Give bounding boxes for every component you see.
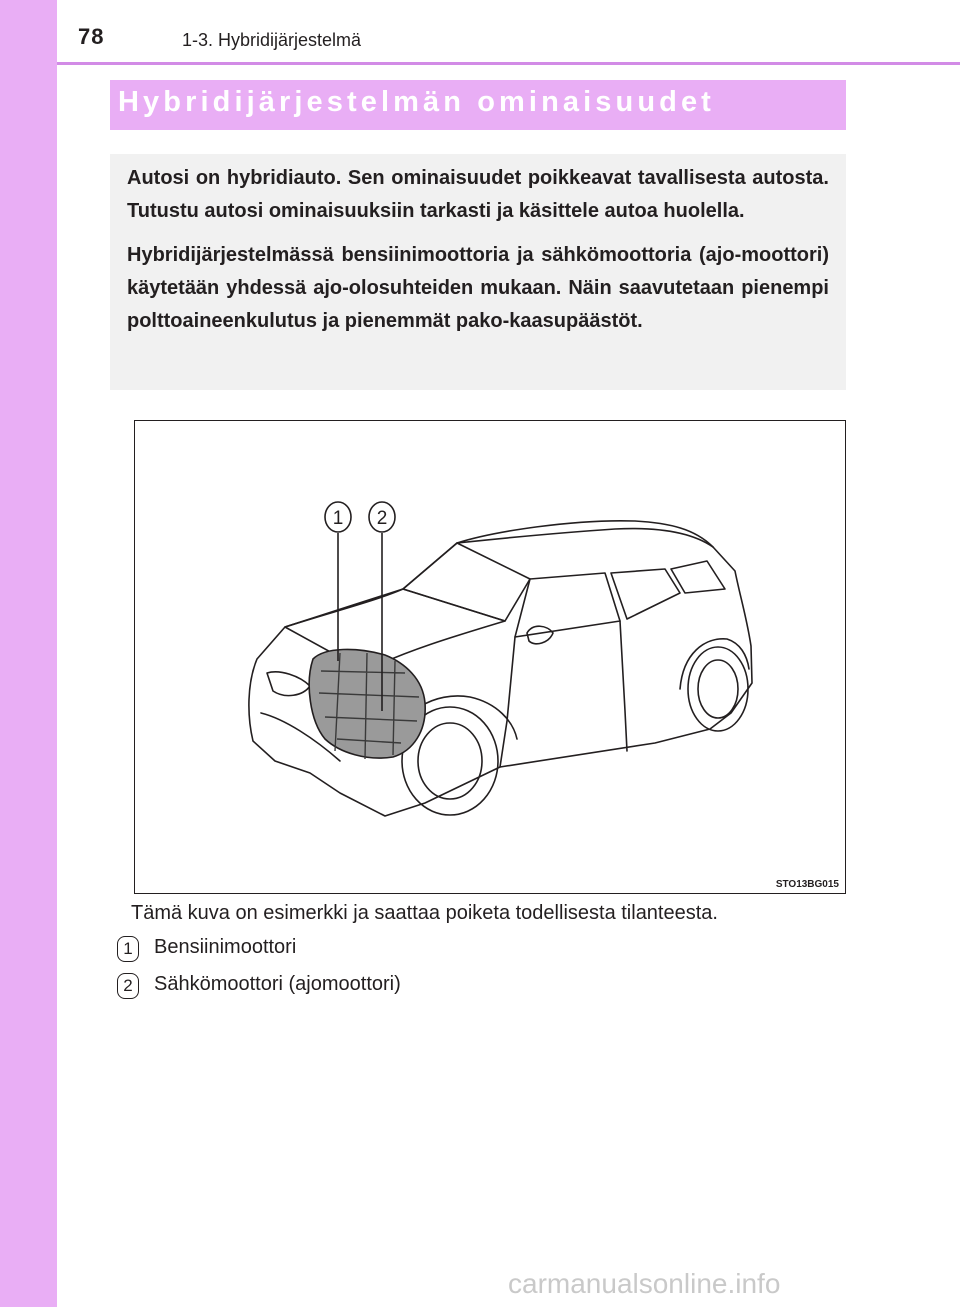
callout-1-number: 1 [332, 508, 344, 529]
legend-number-badge: 1 [117, 936, 139, 962]
section-heading: 1-3. Hybridijärjestelmä [182, 30, 362, 50]
car-rear-rim [698, 660, 738, 718]
car-door-line-front [500, 637, 515, 767]
intro-paragraph-1: Autosi on hybridiauto. Sen ominaisuudet poikkeavat tavallisesta autosta. Tutustu autosi ominaisuuksiin tarkasti ja käsittele autoa huolella. [127, 167, 829, 222]
car-rear-side-window [611, 569, 680, 619]
intro-box [110, 154, 846, 390]
page-number: 78 [78, 24, 105, 49]
legend-label: Bensiinimoottori [154, 936, 297, 958]
car-headlight [267, 672, 310, 696]
callout-2-number: 2 [376, 508, 388, 529]
car-illustration-figure [134, 420, 846, 894]
car-roof-line [457, 521, 713, 547]
car-rear-wheel-arch [680, 639, 749, 689]
intro-paragraph-2: Hybridijärjestelmässä bensiinimoottoria ja sähkömoottoria (ajo-moottori) käytetään yhdessä ajo-olosuhteiden mukaan. Näin saavutetaan pienempi polttoaineenkulutus ja pienemmät pako-kaasupäästöt. [127, 244, 829, 332]
car-door-line-rear [620, 621, 627, 751]
legend-number-badge: 2 [117, 973, 139, 999]
car-front-rim [418, 723, 482, 799]
hybrid-powertrain-block [309, 649, 425, 759]
figure-caption: Tämä kuva on esimerkki ja saattaa poiketa todellisesta tilanteesta. [131, 902, 718, 924]
figure-code: STO13BG015 [775, 879, 839, 890]
chapter-side-tab [0, 0, 57, 1307]
header-divider [57, 62, 960, 65]
car-front-side-window [515, 573, 620, 637]
page-title-bar [110, 80, 846, 130]
car-quarter-window [671, 561, 725, 593]
car-illustration [135, 421, 845, 893]
page-title: Hybridijärjestelmän ominaisuudet [118, 86, 715, 118]
watermark: carmanualsonline.info [508, 1268, 781, 1299]
legend-label: Sähkömoottori (ajomoottori) [154, 973, 401, 995]
